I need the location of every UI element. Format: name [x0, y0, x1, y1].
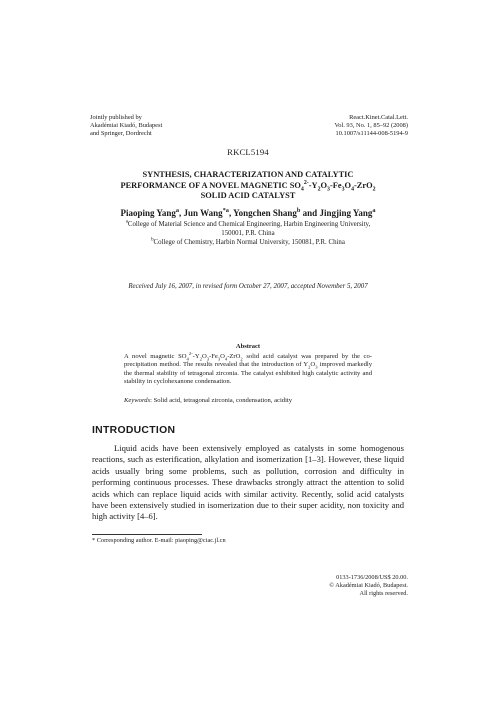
- section-heading-introduction: INTRODUCTION: [92, 425, 176, 436]
- affiliation-a: $^a$College of Material Science and Chemical Engineering, Harbin Engineering University, 150001, P.R. China: [125, 219, 371, 237]
- title-line-3: SOLID ACID CATALYST: [200, 191, 296, 200]
- introduction-paragraph: Liquid acids have been extensively employed as catalysts in some homogenous reactions, such as esterification, alkylation and isomerization [1–3]. However, these liquid acids usually bring some problems, such as pollution, corrosion and difficulty in performing continuous processes. These drawbacks strongly attract the attention to solid acids which can replace liquid acids with similar activity. Recently, solid acid catalysts have been extensively studied in isomerization due to their super acidity, non toxicity and high activity [4–6].: [92, 443, 404, 522]
- journal-line: 10.1007/s11144-008-5194-9: [335, 130, 408, 137]
- footnote-divider: [92, 534, 202, 535]
- received-dates: Received July 16, 2007, in revised form October 27, 2007, accepted November 5, 2007: [128, 283, 368, 290]
- author-name: Piaoping Yang: [120, 208, 176, 218]
- footnote-corresponding-author: * Corresponding author. E-mail: piaoping@ciac.jl.cn: [92, 537, 226, 544]
- journal-line: Vol. 93, No. 1, 85–92 (2008): [334, 122, 408, 129]
- author-name: Yongchen Shang: [233, 208, 297, 218]
- title-line-1: SYNTHESIS, CHARACTERIZATION AND CATALYTIC: [142, 170, 354, 179]
- keywords: Keywords: Solid acid, tetragonal zirconia, condensation, acidity: [124, 397, 293, 404]
- abstract-heading: Abstract: [235, 343, 261, 350]
- title-line-2: PERFORMANCE OF A NOVEL MAGNETIC $SO_4^{2-}-Y_2O_3-Fe_3O_4-ZrO_2$: [120, 179, 376, 193]
- copyright-block: 0133-1736/2008/US$ 20.00. © Akadémiai Kiadó, Budapest. All rights reserved.: [329, 574, 408, 597]
- article-code: RKCL5194: [227, 147, 269, 157]
- author-name: Jingjing Yang: [319, 208, 373, 218]
- publisher-line: Akadémiai Kiadó, Budapest: [90, 122, 163, 129]
- author-list: Piaoping Yang$^a$, Jun Wang$^{*a}$, Yongchen Shang$^b$ and Jingjing Yang$^a$: [120, 207, 376, 218]
- publisher-line: and Springer, Dordrecht: [90, 130, 152, 137]
- author-name: Jun Wang: [183, 208, 223, 218]
- journal-line: React.Kinet.Catal.Lett.: [349, 114, 408, 121]
- publisher-info: [90, 114, 162, 138]
- keywords-label: Keywords: [124, 397, 151, 404]
- affiliation-b: $^b$College of Chemistry, Harbin Normal University, 150081, P.R. China: [151, 237, 345, 246]
- paper-title: [95, 170, 401, 202]
- journal-info: [334, 114, 408, 138]
- abstract-text: A novel magnetic $SO_4^{2-}-Y_2O_3-Fe_3O_4-ZrO_2$ solid acid catalyst was prepared by the co-precipitation method. The results revealed that the introduction of $Y_2O_3$ improved markedly the thermal stability of tetragonal zirconia. The catalyst exhibited high catalytic activity and stability in cyclohexanone condensation.: [124, 350, 373, 385]
- publisher-line: Jointly published by: [90, 114, 142, 121]
